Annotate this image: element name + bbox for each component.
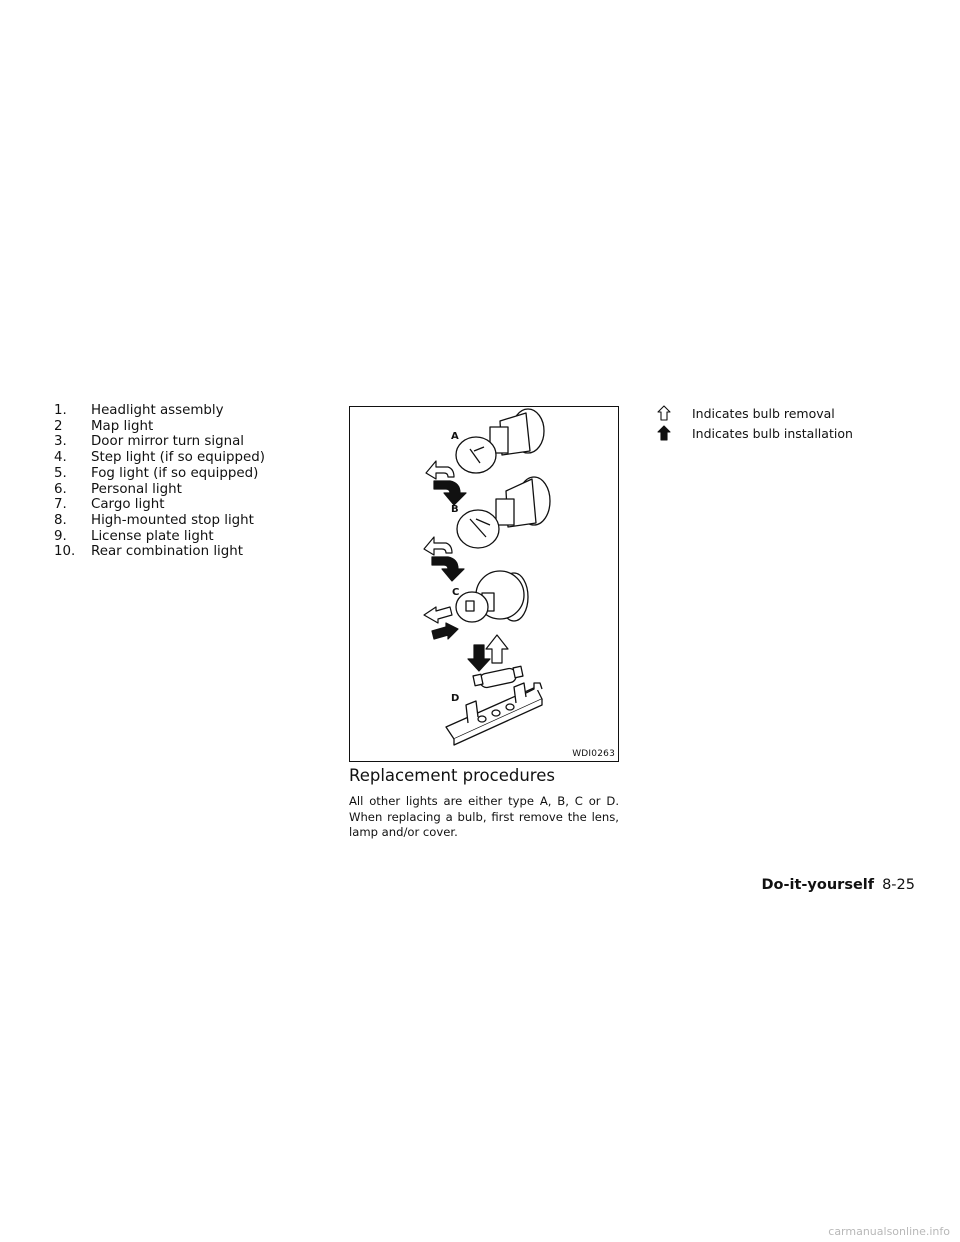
legend-number: 9. xyxy=(54,528,67,544)
removal-key xyxy=(657,405,835,421)
bulb-label-b: B xyxy=(451,504,459,515)
legend-label: License plate light xyxy=(91,528,214,544)
legend-label: Personal light xyxy=(91,481,182,497)
legend-label: Door mirror turn signal xyxy=(91,434,245,450)
legend-label: Map light xyxy=(91,418,154,434)
installation-arrow-b-icon xyxy=(432,557,464,581)
removal-arrow-b-icon xyxy=(424,537,452,555)
bulb-a-drawing xyxy=(456,409,544,473)
legend-number: 10. xyxy=(54,544,76,560)
removal-arrow-a-icon xyxy=(426,461,454,479)
bulb-d-drawing xyxy=(446,666,542,745)
installation-arrow-c-icon xyxy=(432,623,458,639)
bulb-b-drawing xyxy=(457,477,550,548)
solid-arrow-up-icon xyxy=(657,425,671,441)
watermark: carmanualsonline.info xyxy=(828,1225,950,1238)
legend-number: 7. xyxy=(54,497,67,513)
bulb-c-drawing xyxy=(456,571,528,622)
section-title: Replacement procedures xyxy=(349,766,555,785)
legend-item xyxy=(54,450,265,466)
legend-number: 5. xyxy=(54,465,67,481)
legend-number: 6. xyxy=(54,481,67,497)
installation-key xyxy=(657,425,853,441)
outline-arrow-up-icon xyxy=(657,405,671,421)
legend-number: 2 xyxy=(54,418,63,434)
installation-arrow-a-icon xyxy=(434,481,466,505)
legend-label: Step light (if so equipped) xyxy=(91,450,265,466)
bulb-types-figure xyxy=(349,406,619,762)
legend-item xyxy=(54,529,265,545)
legend-label: High-mounted stop light xyxy=(91,512,254,528)
legend-number: 1. xyxy=(54,403,67,418)
legend-item xyxy=(54,419,265,435)
legend-item xyxy=(54,544,265,560)
legend-item xyxy=(54,403,265,419)
page-footer xyxy=(762,877,916,893)
figure-code: WDI0263 xyxy=(572,749,615,759)
legend-item xyxy=(54,513,265,529)
footer-section-name: Do-it-yourself xyxy=(761,877,875,893)
legend-item xyxy=(54,466,265,482)
legend-number: 3. xyxy=(54,434,67,450)
legend-item xyxy=(54,497,265,513)
removal-arrow-c-icon xyxy=(424,607,452,623)
legend-number: 8. xyxy=(54,512,67,528)
bulb-label-c: C xyxy=(452,587,460,598)
bulb-label-a: A xyxy=(451,431,459,442)
legend-item xyxy=(54,482,265,498)
legend-label: Fog light (if so equipped) xyxy=(91,465,259,481)
legend-label: Cargo light xyxy=(91,497,165,513)
page-number: 8-25 xyxy=(882,877,915,893)
section-body: All other lights are either type A, B, C or D. When replacing a bulb, first remove the lens, lamp and/or cover. xyxy=(349,794,619,839)
legend-label: Headlight assembly xyxy=(91,403,224,418)
bulb-illustration xyxy=(350,407,618,761)
legend-item xyxy=(54,434,265,450)
legend-label: Rear combination light xyxy=(91,544,244,560)
light-location-legend xyxy=(54,403,265,560)
bulb-label-d: D xyxy=(451,693,460,704)
installation-key-text: Indicates bulb installation xyxy=(692,425,853,441)
removal-key-text: Indicates bulb removal xyxy=(692,405,835,421)
legend-number: 4. xyxy=(54,450,67,466)
